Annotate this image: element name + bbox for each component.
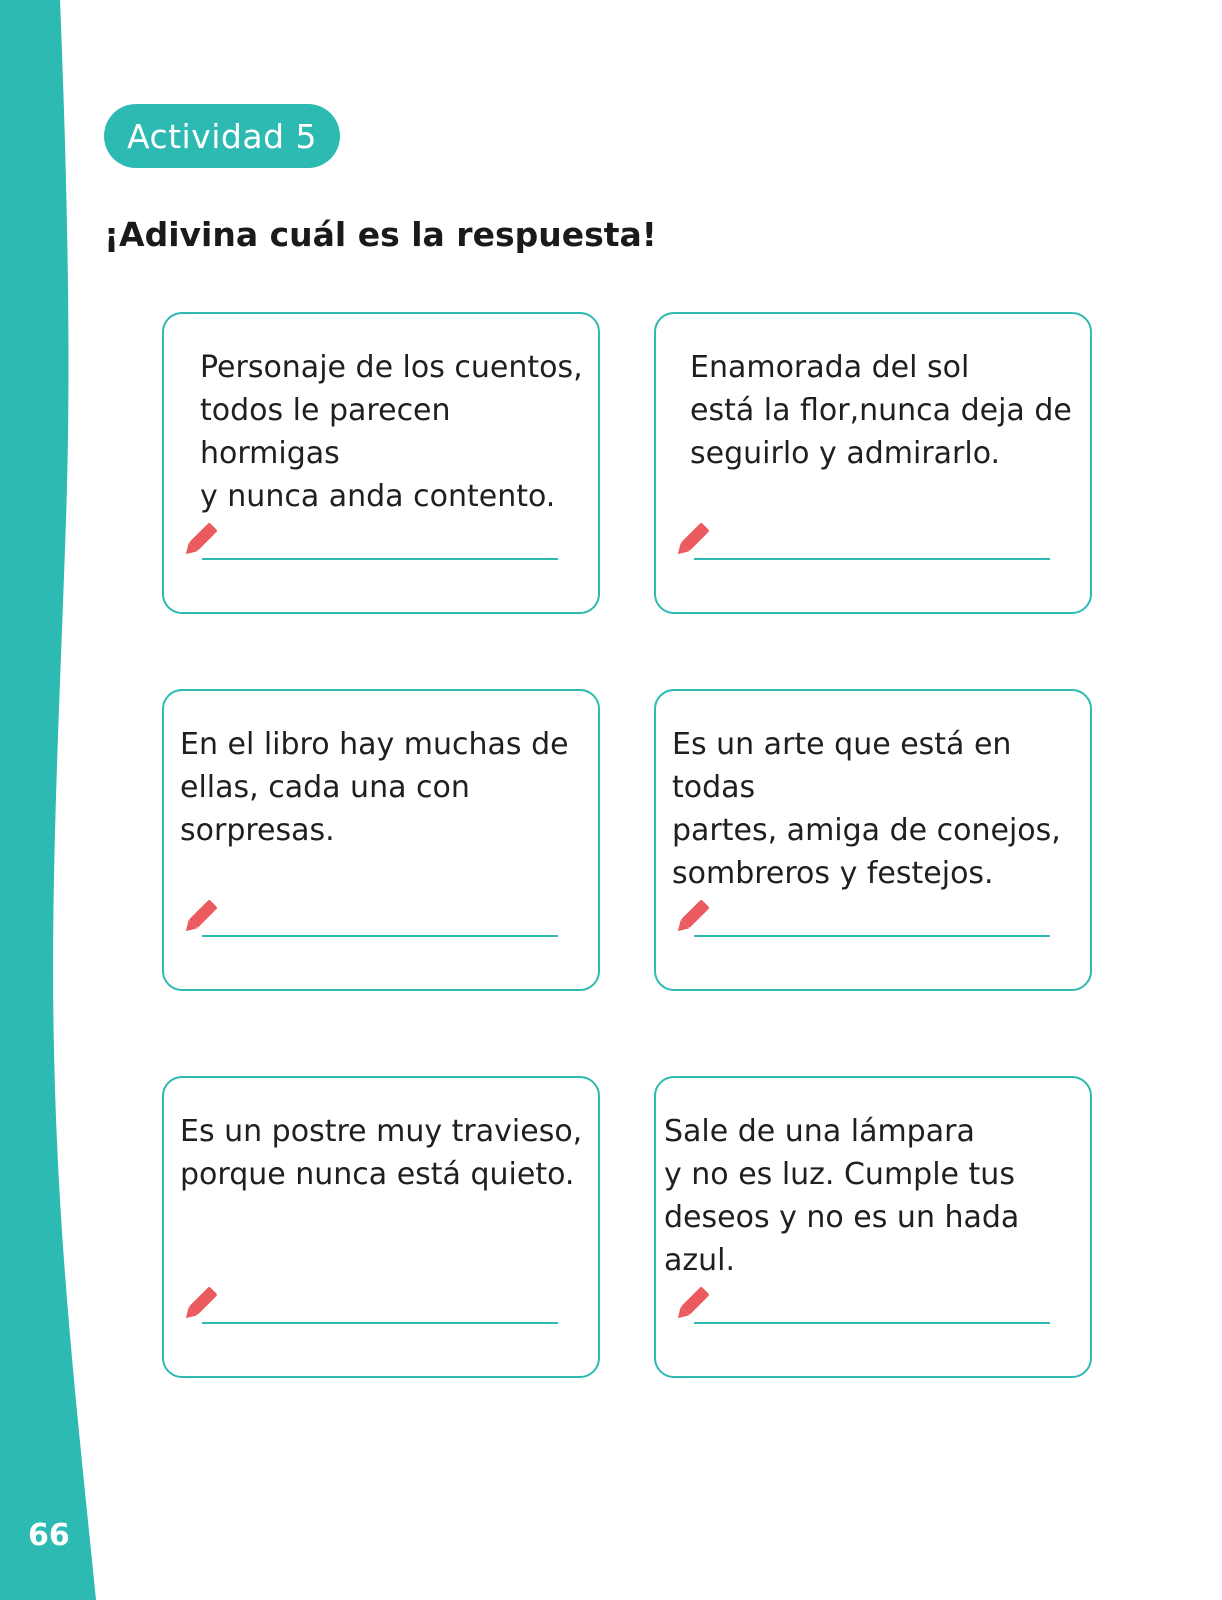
answer-line[interactable] bbox=[694, 935, 1050, 937]
pencil-icon bbox=[178, 895, 222, 939]
activity-badge bbox=[104, 104, 340, 168]
riddle-card bbox=[162, 689, 600, 991]
instruction-heading: ¡Adivina cuál es la respuesta! bbox=[104, 215, 657, 254]
riddle-card bbox=[654, 1076, 1092, 1378]
answer-line[interactable] bbox=[202, 1322, 558, 1324]
page-number: 66 bbox=[28, 1518, 70, 1553]
riddle-card bbox=[654, 689, 1092, 991]
riddle-text: Enamorada del sol está la flor,nunca deja de seguirlo y admirarlo. bbox=[690, 350, 1072, 471]
riddle-text: Sale de una lámpara y no es luz. Cumple tus deseos y no es un hada azul. bbox=[664, 1114, 1020, 1278]
pencil-icon bbox=[670, 1282, 714, 1326]
answer-line[interactable] bbox=[202, 558, 558, 560]
riddle-text: Personaje de los cuentos, todos le parecen hormigas y nunca anda contento. bbox=[200, 350, 583, 514]
side-band bbox=[0, 0, 110, 1600]
riddle-card bbox=[162, 1076, 600, 1378]
pencil-icon bbox=[670, 895, 714, 939]
riddle-card bbox=[162, 312, 600, 614]
pencil-icon bbox=[178, 518, 222, 562]
activity-label: Actividad 5 bbox=[126, 116, 318, 156]
answer-line[interactable] bbox=[694, 1322, 1050, 1324]
riddle-text: Es un arte que está en todas partes, amiga de conejos, sombreros y festejos. bbox=[672, 727, 1061, 891]
answer-line[interactable] bbox=[694, 558, 1050, 560]
answer-line[interactable] bbox=[202, 935, 558, 937]
pencil-icon bbox=[670, 518, 714, 562]
riddle-card bbox=[654, 312, 1092, 614]
riddle-text: En el libro hay muchas de ellas, cada una con sorpresas. bbox=[180, 727, 569, 848]
riddle-text: Es un postre muy travieso, porque nunca está quieto. bbox=[180, 1114, 583, 1192]
pencil-icon bbox=[178, 1282, 222, 1326]
